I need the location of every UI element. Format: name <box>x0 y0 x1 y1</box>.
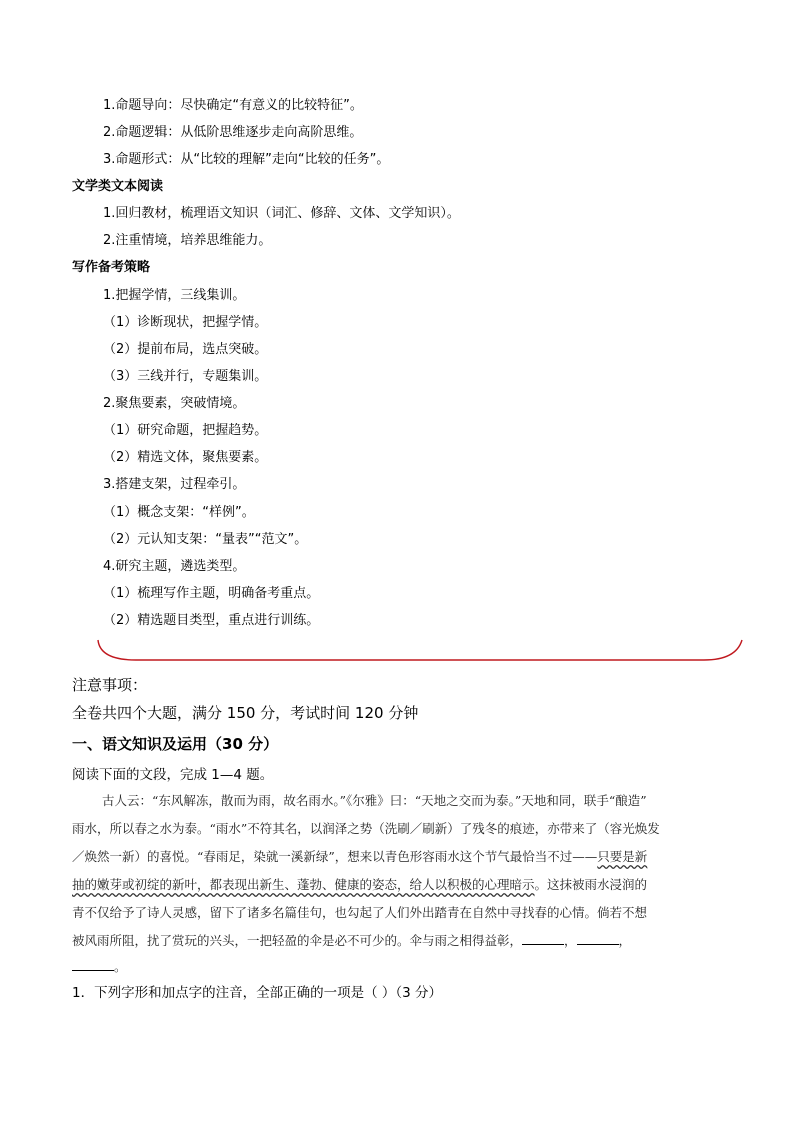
answer-blank-3[interactable] <box>72 958 114 971</box>
writing-item: （2）元认知支架：“量表”“范文”。 <box>103 532 308 547</box>
passage-line-5: 青不仅给予了诗人灵感，留下了诸多名篇佳句，也勾起了人们外出踏青在自然中寻找春的心情。倘若不想 <box>72 905 648 920</box>
writing-item: 1.把握学情，三线集训。 <box>103 288 246 303</box>
passage-line-2: 雨水，所以春之水为泰。“雨水”不符其名，以润泽之势（洗刷／刷新）了残冬的痕迹，亦带来了（容光焕发 <box>72 821 660 836</box>
literary-reading-heading: 文学类文本阅读 <box>72 179 164 194</box>
reading-instruction: 阅读下面的文段，完成 1—4 题。 <box>72 767 274 783</box>
wavy-underlined-phrase: 只要是新 <box>597 849 648 864</box>
exam-direction-item: 1.命题导向：尽快确定“有意义的比较特征”。 <box>103 98 363 113</box>
passage-end: 。 <box>114 959 127 974</box>
passage-line-1: 古人云：“东风解冻，散而为雨，故名雨水。”《尔雅》曰：“天地之交而为泰。”天地和同，联手“酿造” <box>102 793 647 808</box>
literary-item-2: 2.注重情境，培养思维能力。 <box>103 233 272 248</box>
blank-separator: ， <box>618 933 632 948</box>
writing-item: （1）概念支架：“样例”。 <box>103 505 255 520</box>
answer-blank-2[interactable] <box>577 932 619 945</box>
writing-item: （1）诊断现状，把握学情。 <box>103 315 268 330</box>
wavy-underlined-sentence: 抽的嫩芽或初绽的新叶，都表现出新生、蓬勃、健康的姿态，给人以积极的心理暗示 <box>72 877 535 892</box>
notice-title: 注意事项： <box>72 676 148 694</box>
exam-logic-item: 2.命题逻辑：从低阶思维逐步走向高阶思维。 <box>103 125 363 140</box>
passage-line-3-text: ／焕然一新）的喜悦。“春雨足，染就一溪新绿”，想来以青色形容雨水这个节气最恰当不过—— <box>72 849 598 864</box>
blank-separator: ， <box>564 933 577 948</box>
writing-item: 2.聚焦要素，突破情境。 <box>103 396 246 411</box>
writing-item: （1）研究命题，把握趋势。 <box>103 423 268 438</box>
answer-blank-1[interactable] <box>522 932 564 945</box>
writing-strategy-heading: 写作备考策略 <box>72 260 151 275</box>
passage-line-6-text: 被风雨所阻，扰了赏玩的兴头，一把轻盈的伞是必不可少的。伞与雨之相得益彰， <box>72 933 523 948</box>
passage-line-3 <box>72 848 647 866</box>
writing-item: （2）提前布局，选点突破。 <box>103 342 268 357</box>
red-curved-divider <box>96 636 744 666</box>
notice-text: 全卷共四个大题，满分 150 分，考试时间 120 分钟 <box>72 704 419 722</box>
passage-line-7 <box>72 958 127 976</box>
writing-item: （2）精选文体，聚焦要素。 <box>103 450 268 465</box>
writing-item: （1）梳理写作主题，明确备考重点。 <box>103 586 320 601</box>
exam-form-item: 3.命题形式：从“比较的理解”走向“比较的任务”。 <box>103 152 390 167</box>
part1-title: 一、语文知识及运用（30 分） <box>72 735 279 753</box>
passage-line-4-rest: 。这抹被雨水浸润的 <box>534 877 648 892</box>
passage-line-4 <box>72 876 647 894</box>
passage-line-6 <box>72 932 631 950</box>
writing-item: （3）三线并行，专题集训。 <box>103 369 268 384</box>
question-1: 1．下列字形和加点字的注音，全部正确的一项是（ ）（3 分） <box>72 985 443 1001</box>
divider-curve <box>98 640 742 660</box>
writing-item: （2）精选题目类型，重点进行训练。 <box>103 613 320 628</box>
writing-item: 4.研究主题，遴选类型。 <box>103 559 246 574</box>
writing-item: 3.搭建支架，过程牵引。 <box>103 477 246 492</box>
literary-item-1: 1.回归教材，梳理语文知识（词汇、修辞、文体、文学知识）。 <box>103 206 460 221</box>
